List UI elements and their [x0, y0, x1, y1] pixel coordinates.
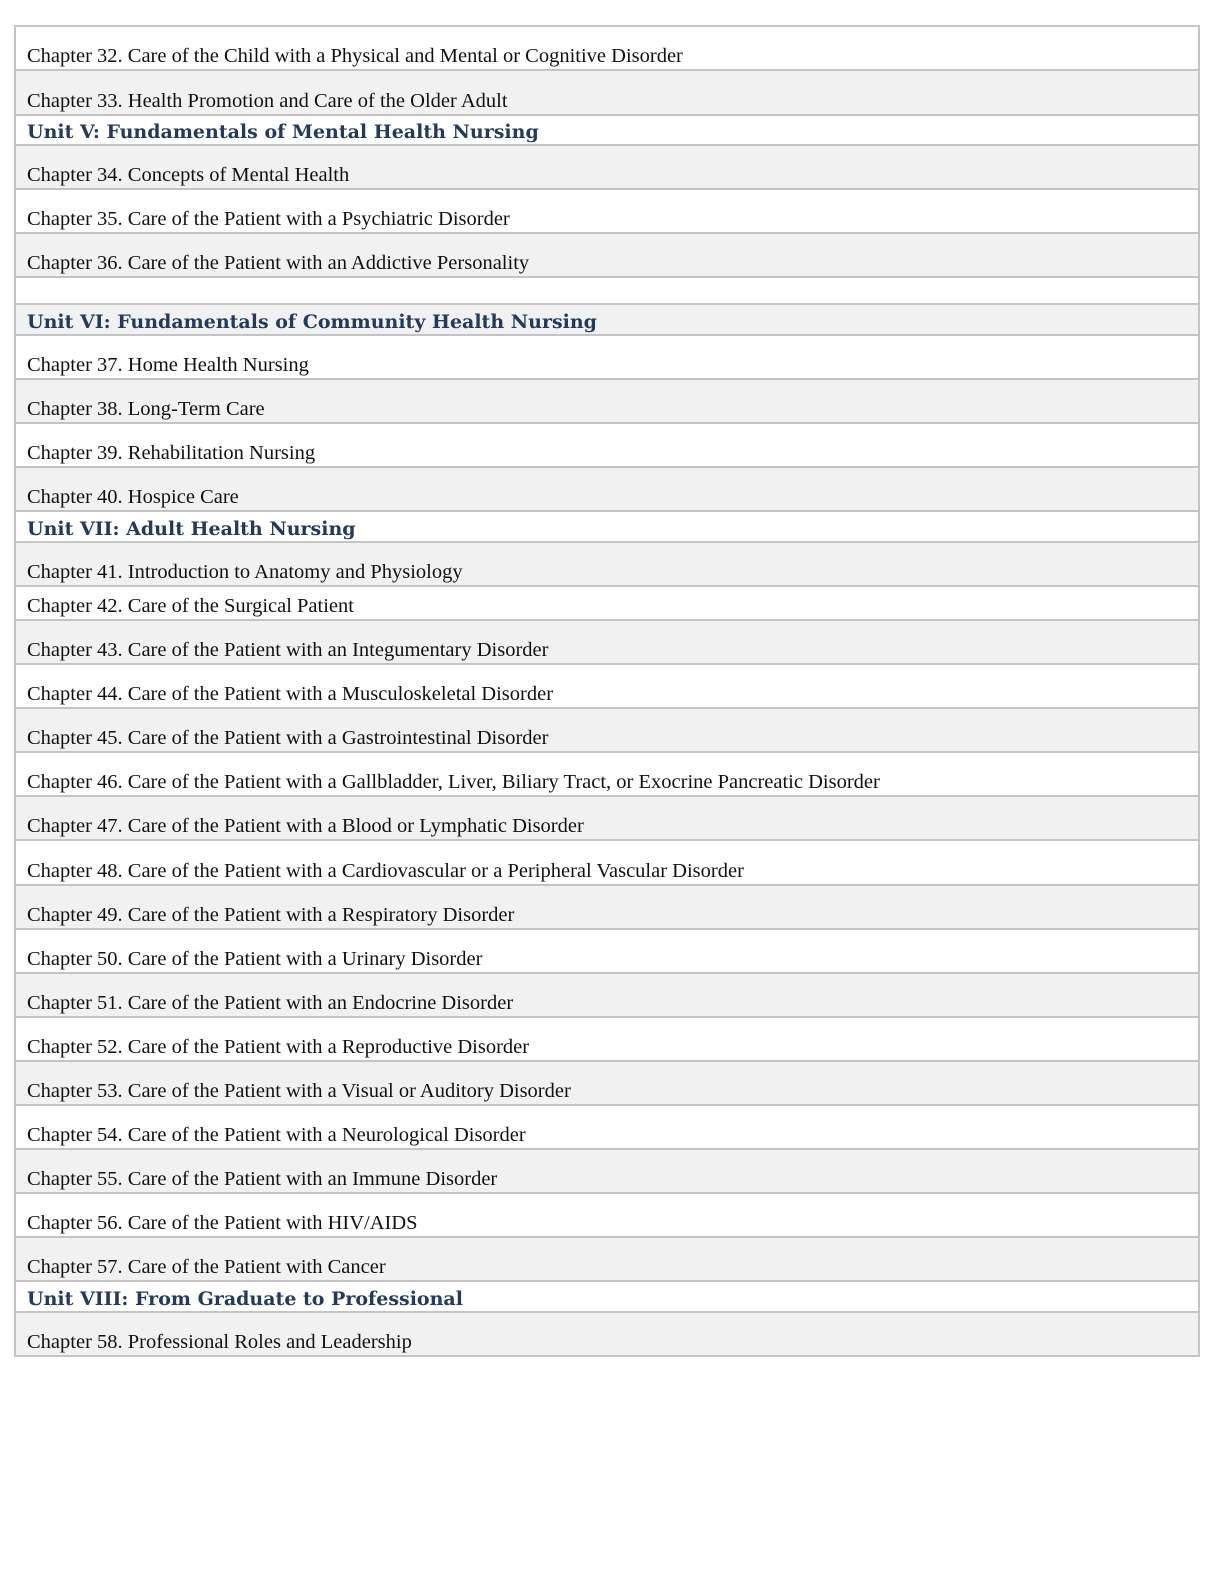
- chapter-title: Chapter 35. Care of the Patient with a Psychiatric Disorder: [27, 208, 510, 230]
- unit-title: Unit VIII: From Graduate to Professional: [27, 1288, 463, 1310]
- unit-heading-vii: [16, 512, 1198, 543]
- chapter-row-56: [16, 1194, 1198, 1238]
- chapter-row-32: [16, 27, 1198, 71]
- chapter-title: Chapter 47. Care of the Patient with a Blood or Lymphatic Disorder: [27, 815, 584, 837]
- chapter-title: Chapter 39. Rehabilitation Nursing: [27, 442, 316, 464]
- chapter-row-54: [16, 1106, 1198, 1150]
- chapter-row-43: [16, 621, 1198, 665]
- chapter-title: Chapter 34. Concepts of Mental Health: [27, 164, 350, 186]
- chapter-title: Chapter 50. Care of the Patient with a Urinary Disorder: [27, 948, 483, 970]
- chapter-title: Chapter 42. Care of the Surgical Patient: [27, 595, 354, 617]
- chapter-row-41: [16, 543, 1198, 587]
- chapter-row-35: [16, 190, 1198, 234]
- chapter-row-42: [16, 587, 1198, 621]
- chapter-title: Chapter 49. Care of the Patient with a Respiratory Disorder: [27, 904, 515, 926]
- chapter-title: Chapter 44. Care of the Patient with a Musculoskeletal Disorder: [27, 683, 554, 705]
- chapter-title: Chapter 32. Care of the Child with a Physical and Mental or Cognitive Disorder: [27, 45, 683, 67]
- chapter-row-51: [16, 974, 1198, 1018]
- chapter-row-39: [16, 424, 1198, 468]
- unit-heading-vi: [16, 305, 1198, 336]
- unit-title: Unit V: Fundamentals of Mental Health Nursing: [27, 121, 539, 143]
- chapter-row-38: [16, 380, 1198, 424]
- chapter-row-53: [16, 1062, 1198, 1106]
- chapter-title: Chapter 37. Home Health Nursing: [27, 354, 309, 376]
- chapter-title: Chapter 43. Care of the Patient with an Integumentary Disorder: [27, 639, 549, 661]
- unit-heading-viii: [16, 1282, 1198, 1313]
- chapter-title: Chapter 54. Care of the Patient with a Neurological Disorder: [27, 1124, 526, 1146]
- chapter-title: Chapter 46. Care of the Patient with a Gallbladder, Liver, Biliary Tract, or Exocrine Pancreatic Disorder: [27, 771, 880, 793]
- chapter-row-49: [16, 886, 1198, 930]
- chapter-row-58: [16, 1313, 1198, 1357]
- chapter-row-34: [16, 146, 1198, 190]
- chapter-title: Chapter 57. Care of the Patient with Cancer: [27, 1256, 386, 1278]
- chapter-row-46: [16, 753, 1198, 797]
- chapter-row-48: [16, 841, 1198, 886]
- chapter-row-47: [16, 797, 1198, 841]
- chapter-row-37: [16, 336, 1198, 380]
- chapter-title: Chapter 55. Care of the Patient with an Immune Disorder: [27, 1168, 498, 1190]
- unit-title: Unit VII: Adult Health Nursing: [27, 518, 356, 540]
- chapter-row-44: [16, 665, 1198, 709]
- blank-row: [16, 278, 1198, 305]
- chapter-title: Chapter 38. Long-Term Care: [27, 398, 265, 420]
- chapter-title: Chapter 45. Care of the Patient with a Gastrointestinal Disorder: [27, 727, 549, 749]
- chapter-title: Chapter 52. Care of the Patient with a Reproductive Disorder: [27, 1036, 530, 1058]
- chapter-row-55: [16, 1150, 1198, 1194]
- chapter-row-45: [16, 709, 1198, 753]
- chapter-title: Chapter 41. Introduction to Anatomy and Physiology: [27, 561, 463, 583]
- chapter-title: Chapter 56. Care of the Patient with HIV/AIDS: [27, 1212, 418, 1234]
- chapter-title: Chapter 58. Professional Roles and Leadership: [27, 1331, 412, 1353]
- chapter-title: Chapter 51. Care of the Patient with an Endocrine Disorder: [27, 992, 514, 1014]
- unit-title: Unit VI: Fundamentals of Community Health Nursing: [27, 311, 597, 333]
- chapter-row-33: [16, 71, 1198, 116]
- table-of-contents: [14, 25, 1200, 1357]
- chapter-title: Chapter 33. Health Promotion and Care of the Older Adult: [27, 90, 508, 112]
- chapter-title: Chapter 53. Care of the Patient with a Visual or Auditory Disorder: [27, 1080, 571, 1102]
- chapter-title: Chapter 48. Care of the Patient with a Cardiovascular or a Peripheral Vascular Disorder: [27, 860, 744, 882]
- chapter-row-50: [16, 930, 1198, 974]
- chapter-row-57: [16, 1238, 1198, 1282]
- chapter-row-52: [16, 1018, 1198, 1062]
- chapter-row-36: [16, 234, 1198, 278]
- chapter-title: Chapter 36. Care of the Patient with an Addictive Personality: [27, 252, 530, 274]
- chapter-title: Chapter 40. Hospice Care: [27, 486, 239, 508]
- chapter-row-40: [16, 468, 1198, 512]
- unit-heading-v: [16, 116, 1198, 146]
